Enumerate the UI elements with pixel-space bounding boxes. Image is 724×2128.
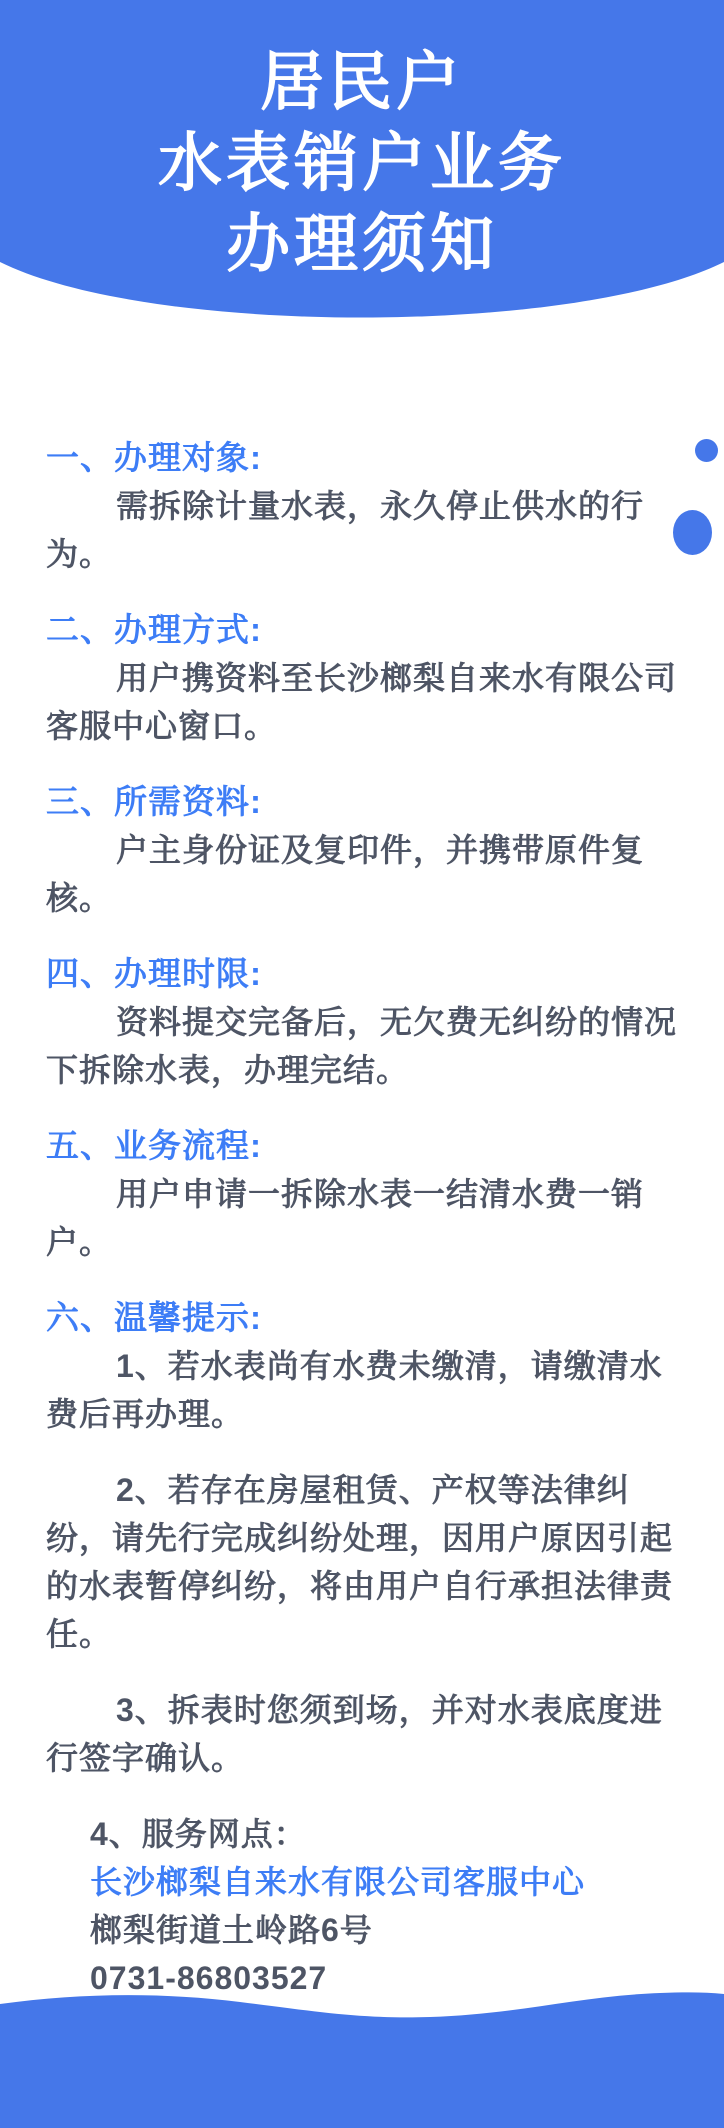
paragraph-line: 下拆除水表，办理完结。 xyxy=(46,1052,410,1088)
tip-item-3 xyxy=(46,1686,678,1782)
paragraph-line: 纷，请先行完成纠纷处理，因用户原因引起 xyxy=(46,1520,674,1556)
section-paragraph xyxy=(46,482,678,578)
section-time-limit xyxy=(46,952,678,1094)
section-materials xyxy=(46,780,678,922)
paragraph-line: 核。 xyxy=(46,880,113,916)
notice-content xyxy=(46,436,678,2032)
decorative-dot-small xyxy=(695,439,718,462)
title-line-2: 水表销户业务 xyxy=(158,127,566,199)
paragraph-line: 3、拆表时您须到场，并对水表底度进 xyxy=(116,1692,663,1728)
section-paragraph xyxy=(46,654,678,750)
paragraph-line: 为。 xyxy=(46,536,113,572)
title-line-1: 居民户 xyxy=(260,46,464,118)
section-target xyxy=(46,436,678,578)
section-heading: 四、办理时限: xyxy=(46,955,262,992)
paragraph-line: 行签字确认。 xyxy=(46,1740,245,1776)
title-line-3: 办理须知 xyxy=(226,208,498,280)
section-paragraph xyxy=(46,826,678,922)
paragraph-line: 户。 xyxy=(46,1224,113,1260)
section-heading: 六、温馨提示: xyxy=(46,1299,262,1336)
section-paragraph xyxy=(46,1170,678,1266)
paragraph-line: 费后再办理。 xyxy=(46,1396,245,1432)
section-process xyxy=(46,1124,678,1266)
service-center-address: 榔梨街道土岭路6号 xyxy=(90,1912,373,1948)
tip-item-4-service-points xyxy=(46,1810,678,2002)
paragraph-line: 2、若存在房屋租赁、产权等法律纠 xyxy=(116,1472,630,1508)
section-tips xyxy=(46,1296,678,2002)
paragraph-line: 户主身份证及复印件，并携带原件复 xyxy=(116,832,645,868)
service-center-name: 长沙榔梨自来水有限公司客服中心 xyxy=(90,1864,586,1900)
poster-title xyxy=(0,42,724,285)
paragraph-line: 的水表暂停纠纷，将由用户自行承担法律责 xyxy=(46,1568,674,1604)
tip-item-2 xyxy=(46,1466,678,1658)
section-method xyxy=(46,608,678,750)
paragraph-line: 任。 xyxy=(46,1616,113,1652)
paragraph-line: 1、若水表尚有水费未缴清，请缴清水 xyxy=(116,1348,663,1384)
paragraph-line: 用户申请一拆除水表一结清水费一销 xyxy=(116,1176,645,1212)
paragraph-line: 需拆除计量水表，永久停止供水的行 xyxy=(116,488,645,524)
paragraph-line: 客服中心窗口。 xyxy=(46,708,278,744)
service-points-label: 4、服务网点： xyxy=(90,1816,307,1852)
section-heading: 一、办理对象: xyxy=(46,439,262,476)
section-heading: 五、业务流程: xyxy=(46,1127,262,1164)
tip-item-1 xyxy=(46,1342,678,1438)
section-heading: 三、所需资料: xyxy=(46,783,262,820)
service-center-phone: 0731-86803527 xyxy=(90,1960,328,1996)
paragraph-line: 资料提交完备后，无欠费无纠纷的情况 xyxy=(116,1004,678,1040)
footer-wave-background xyxy=(0,1988,724,2128)
decorative-dot-large xyxy=(673,510,712,555)
section-heading: 二、办理方式: xyxy=(46,611,262,648)
paragraph-line: 用户携资料至长沙榔梨自来水有限公司 xyxy=(116,660,678,696)
section-paragraph xyxy=(46,998,678,1094)
